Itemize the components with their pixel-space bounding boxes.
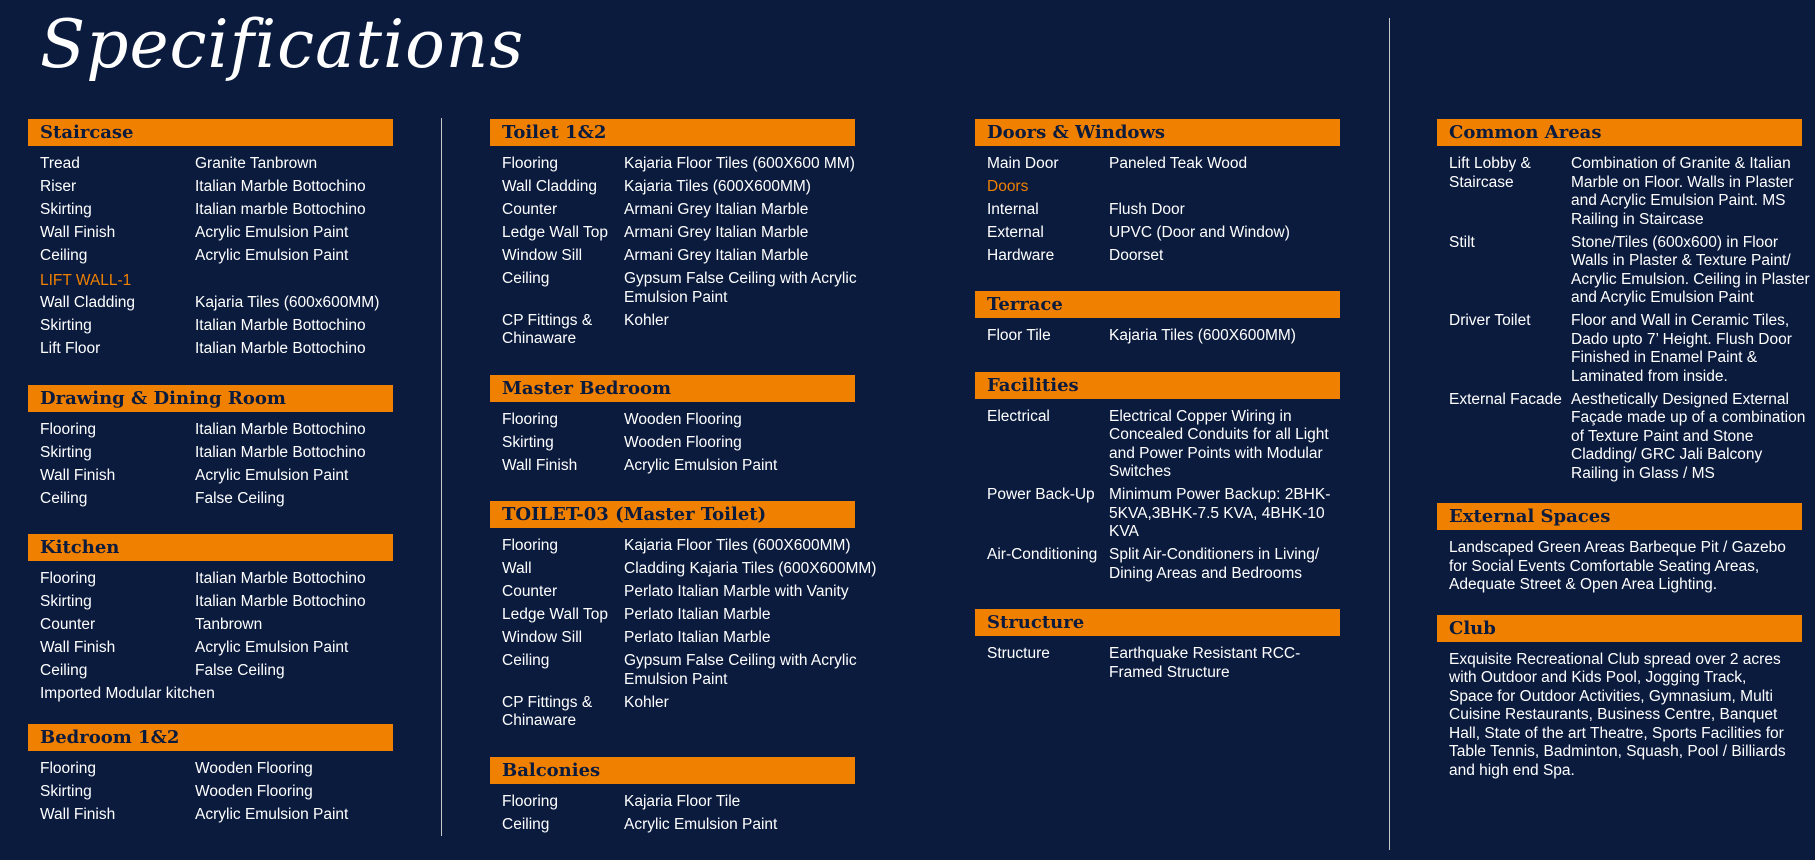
spec-row (987, 201, 1349, 220)
spec-label: Flooring (502, 792, 558, 810)
spec-label: Power Back-Up (987, 486, 1095, 503)
spec-label: Skirting (40, 782, 92, 800)
section-heading: Common Areas (1437, 119, 1802, 146)
spec-value: Minimum Power Backup: 2BHK-5KVA,3BHK-7.5 KVA, 4BHK-10 KVA (1109, 486, 1331, 540)
spec-label: Riser (40, 178, 77, 195)
section-heading: Kitchen (28, 534, 393, 561)
spec-row (40, 570, 395, 589)
spec-value: Wooden Flooring (195, 782, 313, 800)
section-structure (975, 609, 1349, 682)
spec-row (502, 652, 904, 689)
section-heading: External Spaces (1437, 503, 1802, 530)
spec-rows (490, 537, 904, 731)
spec-label: Ceiling (502, 270, 550, 287)
spec-label: Electrical (987, 407, 1050, 425)
spec-value: Armani Grey Italian Marble (624, 201, 809, 218)
spec-row (987, 546, 1349, 583)
spec-row (40, 155, 395, 174)
spec-label: Tread (40, 155, 80, 172)
spec-label: Ceiling (40, 489, 88, 507)
spec-value: Gypsum False Ceiling with Acrylic Emulsion Paint (624, 270, 857, 306)
section-doors-windows (975, 119, 1349, 265)
spec-value: Kajaria Tiles (600x600MM) (195, 294, 380, 311)
spec-value: Italian Marble Bottochino (195, 443, 366, 461)
spec-label: Wall Finish (40, 224, 116, 241)
spec-label: Ledge Wall Top (502, 606, 608, 623)
spec-label: Air-Conditioning (987, 546, 1098, 563)
spec-label: Ledge Wall Top (502, 224, 608, 241)
sub-heading: LIFT WALL-1 (40, 271, 132, 289)
spec-row (40, 247, 395, 266)
spec-rows (975, 155, 1349, 174)
section-heading: TOILET-03 (Master Toilet) (490, 501, 855, 528)
spec-value: False Ceiling (195, 489, 285, 507)
spec-value: Perlato Italian Marble (624, 606, 771, 623)
spec-rows (975, 408, 1349, 584)
spec-value: Acrylic Emulsion Paint (195, 466, 349, 484)
spec-row (987, 645, 1349, 682)
spec-row (502, 201, 904, 220)
spec-value: Italian Marble Bottochino (195, 340, 366, 357)
spec-row (40, 783, 395, 802)
spec-value: Combination of Granite & Italian Marble on Floor. Walls in Plaster and Acrylic Emulsion Paint. MS Railing in Staircase (1571, 155, 1794, 228)
spec-value: Wooden Flooring (195, 759, 313, 777)
spec-row (40, 340, 395, 359)
spec-row (502, 816, 904, 835)
divider-1 (441, 118, 442, 836)
spec-value: Earthquake Resistant RCC-Framed Structure (1109, 645, 1301, 681)
spec-row (40, 317, 395, 336)
column-1 (28, 119, 395, 850)
spec-label: Skirting (40, 593, 92, 610)
spec-row (40, 662, 395, 681)
section-toilet-03 (490, 501, 904, 731)
spec-label: CP Fittings & Chinaware (502, 311, 593, 347)
spec-row (502, 312, 904, 349)
spec-label: Driver Toilet (1449, 312, 1531, 329)
section-heading: Bedroom 1&2 (28, 724, 393, 751)
section-heading: Staircase (28, 119, 393, 146)
spec-value: Acrylic Emulsion Paint (195, 805, 349, 823)
spec-label: Ceiling (502, 652, 550, 669)
spec-label: Structure (987, 645, 1050, 662)
section-terrace (975, 291, 1349, 346)
section-bedroom (28, 724, 395, 825)
sub-heading: Doors (987, 178, 1029, 195)
spec-label: Counter (502, 583, 558, 600)
spec-value: Italian Marble Bottochino (195, 593, 366, 610)
spec-value: Paneled Teak Wood (1109, 155, 1248, 172)
spec-label: Ceiling (502, 815, 550, 833)
section-heading: Facilities (975, 372, 1340, 399)
spec-rows (490, 155, 904, 349)
spec-rows (490, 793, 904, 835)
spec-row (502, 224, 904, 243)
spec-value: Acrylic Emulsion Paint (624, 456, 778, 474)
section-heading: Doors & Windows (975, 119, 1340, 146)
spec-rows (975, 645, 1349, 682)
spec-value: UPVC (Door and Window) (1109, 223, 1290, 241)
spec-row (502, 434, 904, 453)
spec-label: Skirting (40, 201, 92, 218)
spec-value: Doorset (1109, 246, 1164, 264)
spec-value: Kohler (624, 693, 669, 711)
spec-value: Italian Marble Bottochino (195, 178, 366, 195)
spec-rows (28, 760, 395, 825)
spec-value: Kohler (624, 311, 669, 329)
spec-value: Kajaria Floor Tiles (600X600MM) (624, 537, 851, 554)
spec-value: Split Air-Conditioners in Living/ Dining Areas and Bedrooms (1109, 546, 1320, 582)
spec-rows (28, 570, 395, 681)
spec-row (40, 760, 395, 779)
spec-row (502, 155, 904, 174)
spec-label: Skirting (502, 433, 554, 451)
spec-value: Electrical Copper Wiring in Concealed Conduits for all Light and Power Points with Modular Switches (1109, 407, 1329, 480)
section-club (1437, 615, 1811, 781)
spec-value: Gypsum False Ceiling with Acrylic Emulsion Paint (624, 652, 857, 688)
spec-value: Italian Marble Bottochino (195, 420, 366, 438)
spec-row (40, 444, 395, 463)
spec-rows (975, 201, 1349, 266)
spec-row (40, 421, 395, 440)
spec-label: Flooring (40, 570, 96, 587)
spec-row (1449, 391, 1811, 484)
club-text: Exquisite Recreational Club spread over 2 acres with Outdoor and Kids Pool, Jogging Track, Space for Outdoor Activities, Gymnasium, Multi Cuisine Restaurants, Business Centre, Banquet Hall, State of the art Theatre, Sports Facilities for Table Tennis, Badminton, Squash, Pool / Billiards and high end Spa. (1449, 650, 1786, 779)
spec-label: Floor Tile (987, 327, 1051, 344)
spec-row (502, 560, 904, 579)
column-3 (975, 119, 1349, 708)
spec-row (40, 490, 395, 509)
spec-row (40, 616, 395, 635)
spec-value: Armani Grey Italian Marble (624, 247, 809, 264)
spec-row (40, 806, 395, 825)
spec-value: Kajaria Floor Tiles (600X600 MM) (624, 155, 855, 172)
spec-row (40, 178, 395, 197)
spec-value: Wooden Flooring (624, 433, 742, 451)
spec-row (502, 247, 904, 266)
spec-row (502, 694, 904, 731)
spec-value: Italian marble Bottochino (195, 201, 366, 218)
spec-value: Cladding Kajaria Tiles (600X600MM) (624, 560, 877, 577)
spec-value: Wooden Flooring (624, 410, 742, 428)
spec-row (40, 201, 395, 220)
spec-value: Kajaria Tiles (600X600MM) (1109, 327, 1296, 344)
section-heading: Structure (975, 609, 1340, 636)
kitchen-note: Imported Modular kitchen (40, 685, 215, 702)
spec-label: Ceiling (40, 662, 88, 679)
spec-label: Flooring (40, 420, 96, 438)
spec-value: Flush Door (1109, 200, 1185, 218)
spec-row (502, 411, 904, 430)
spec-label: Hardware (987, 246, 1055, 264)
column-2 (490, 119, 904, 860)
spec-row (987, 408, 1349, 482)
spec-label: Wall Cladding (40, 294, 136, 311)
spec-row (40, 639, 395, 658)
spec-value: Kajaria Tiles (600X600MM) (624, 178, 811, 195)
spec-label: Window Sill (502, 247, 583, 264)
spec-label: External (987, 223, 1044, 241)
spec-row (40, 294, 395, 313)
spec-label: Flooring (502, 410, 558, 428)
column-4 (1437, 119, 1811, 806)
spec-row (987, 155, 1349, 174)
spec-row (1449, 312, 1811, 386)
spec-label: Wall Finish (40, 805, 116, 823)
spec-label: External Facade (1449, 390, 1562, 408)
spec-value: Perlato Italian Marble with Vanity (624, 583, 849, 600)
section-heading: Drawing & Dining Room (28, 385, 393, 412)
spec-value: Acrylic Emulsion Paint (195, 639, 349, 656)
spec-label: Skirting (40, 443, 92, 461)
section-heading: Club (1437, 615, 1802, 642)
spec-rows (490, 411, 904, 476)
spec-label: Wall Finish (40, 466, 116, 484)
spec-value: Acrylic Emulsion Paint (195, 224, 349, 241)
spec-row (502, 629, 904, 648)
spec-rows (1437, 155, 1811, 483)
spec-row (40, 224, 395, 243)
spec-row (1449, 155, 1811, 229)
spec-label: Flooring (502, 537, 558, 554)
spec-row (502, 793, 904, 812)
spec-rows (28, 155, 395, 266)
spec-value: Acrylic Emulsion Paint (195, 247, 349, 264)
spec-value: Floor and Wall in Ceramic Tiles, Dado upto 7’ Height. Flush Door Finished in Enamel Paint & Laminated from inside. (1571, 312, 1792, 385)
spec-row (502, 583, 904, 602)
section-drawing-dining (28, 385, 395, 509)
section-heading: Balconies (490, 757, 855, 784)
spec-value: Tanbrown (195, 616, 263, 633)
section-staircase (28, 119, 395, 359)
section-heading: Toilet 1&2 (490, 119, 855, 146)
section-common-areas (1437, 119, 1811, 483)
spec-label: Wall Cladding (502, 178, 598, 195)
section-facilities (975, 372, 1349, 584)
spec-value: Italian Marble Bottochino (195, 570, 366, 587)
section-toilet-1-2 (490, 119, 904, 349)
section-kitchen (28, 534, 395, 704)
spec-row (987, 247, 1349, 266)
spec-label: Flooring (40, 759, 96, 777)
spec-row (40, 467, 395, 486)
spec-row (987, 224, 1349, 243)
external-spaces-text: Landscaped Green Areas Barbeque Pit / Gazebo for Social Events Comfortable Seating Areas, Adequate Street & Open Area Lighting. (1449, 539, 1786, 593)
spec-label: Skirting (40, 317, 92, 334)
spec-value: Kajaria Floor Tile (624, 792, 741, 810)
section-heading: Terrace (975, 291, 1340, 318)
spec-label: Stilt (1449, 233, 1475, 251)
spec-label: CP Fittings & Chinaware (502, 693, 593, 729)
spec-rows (28, 294, 395, 359)
spec-value: Stone/Tiles (600x600) in Floor Walls in Plaster & Texture Paint/ Acrylic Emulsion. Ceiling in Plaster and Acrylic Emulsion Paint (1571, 233, 1810, 306)
spec-rows (28, 421, 395, 509)
spec-label: Lift Lobby & Staircase (1449, 155, 1531, 191)
spec-value: Italian Marble Bottochino (195, 317, 366, 334)
spec-row (1449, 234, 1811, 308)
spec-value: Perlato Italian Marble (624, 629, 771, 646)
spec-label: Window Sill (502, 629, 583, 646)
spec-label: Lift Floor (40, 340, 101, 357)
spec-row (502, 606, 904, 625)
spec-label: Main Door (987, 155, 1059, 172)
section-master-bedroom (490, 375, 904, 476)
spec-row (987, 327, 1349, 346)
spec-label: Internal (987, 200, 1039, 218)
spec-row (502, 178, 904, 197)
spec-row (502, 270, 904, 307)
spec-value: Armani Grey Italian Marble (624, 224, 809, 241)
section-balconies (490, 757, 904, 835)
spec-rows (975, 327, 1349, 346)
spec-label: Counter (40, 616, 96, 633)
section-external-spaces (1437, 503, 1811, 595)
divider-2 (1389, 18, 1390, 850)
spec-label: Counter (502, 201, 558, 218)
spec-value: Acrylic Emulsion Paint (624, 815, 778, 833)
spec-value: Aesthetically Designed External Façade made up of a combination of Texture Paint and Stone Cladding/ GRC Jali Balcony Railing in Glass / MS (1571, 390, 1806, 482)
spec-value: Granite Tanbrown (195, 155, 318, 172)
spec-label: Wall (502, 560, 532, 577)
spec-row (502, 457, 904, 476)
spec-value: False Ceiling (195, 662, 285, 679)
spec-row (502, 537, 904, 556)
spec-label: Ceiling (40, 247, 88, 264)
spec-label: Wall Finish (502, 456, 578, 474)
spec-label: Wall Finish (40, 639, 116, 656)
page-title: Specifications (40, 6, 525, 83)
spec-row (987, 486, 1349, 542)
section-heading: Master Bedroom (490, 375, 855, 402)
spec-label: Flooring (502, 155, 558, 172)
spec-row (40, 593, 395, 612)
